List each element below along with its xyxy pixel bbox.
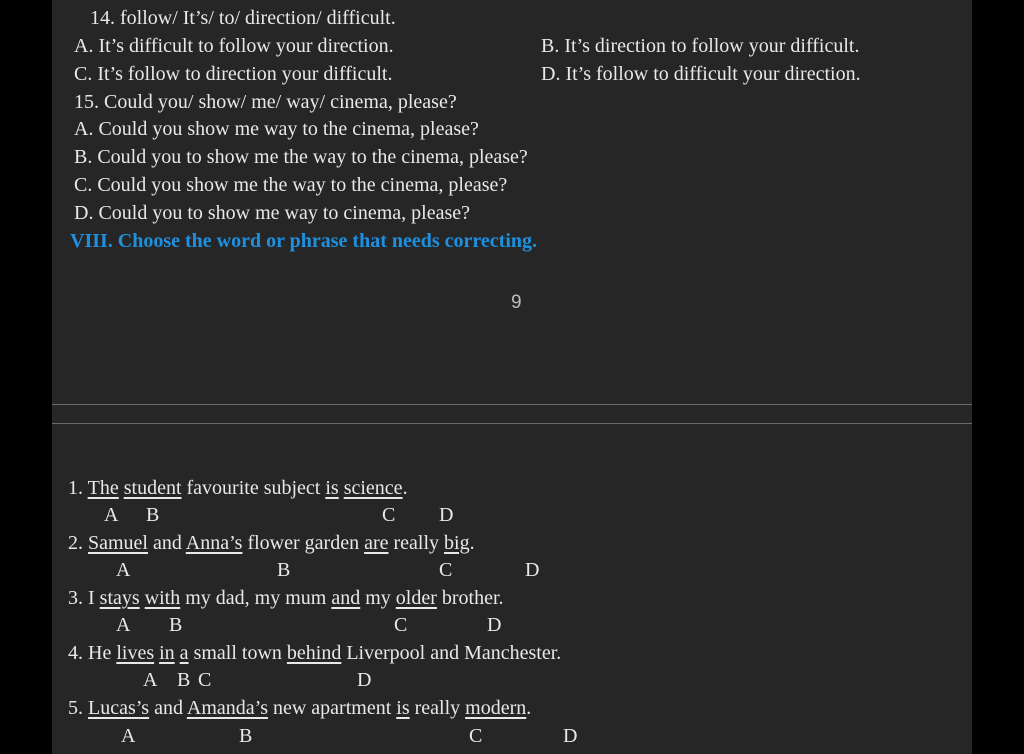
item-4-letter-c: C [198,669,212,691]
underlined-word-a: lives [116,642,155,664]
plain-text: Liverpool and Manchester. [346,642,562,664]
item-4-letter-d: D [357,669,372,691]
underlined-word-b: student [123,477,182,499]
q15-option-b: B. Could you to show me the way to the cinema, please? [74,146,528,168]
underlined-word-d: modern [465,697,527,719]
item-number: 1. [68,477,83,499]
plain-text: flower garden [247,532,360,554]
underlined-word-d: older [395,587,437,609]
plain-text: He [88,642,112,664]
item-3-sentence [68,586,504,610]
item-3-letter-a: A [116,614,131,636]
underlined-word-b: with [144,587,181,609]
item-2-letter-c: C [439,559,453,581]
underlined-word-a: Samuel [88,532,148,554]
underlined-word-c: is [325,477,339,499]
item-4-letter-b: B [177,669,191,691]
plain-text: . [402,477,408,499]
plain-text: . [526,697,532,719]
underlined-word-a: stays [99,587,140,609]
underlined-word-b: Amanda’s [186,697,268,719]
plain-text: really [393,532,440,554]
item-3-letter-d: D [487,614,502,636]
item-3-letter-c: C [394,614,408,636]
plain-text: and [154,697,183,719]
item-3-letter-b: B [169,614,183,636]
q15-option-a: A. Could you show me way to the cinema, please? [74,118,479,140]
item-2-letter-b: B [277,559,291,581]
plain-text: new apartment [272,697,392,719]
underlined-word-a: Lucas’s [88,697,150,719]
item-number: 5. [68,697,83,719]
plain-text: favourite subject [186,477,321,499]
underlined-word-c: is [396,697,410,719]
item-5-letter-d: D [563,725,578,747]
page-break-bottom-rule [52,423,972,424]
underlined-word-d: science [343,477,403,499]
underlined-word-d: behind [286,642,342,664]
q14-option-c: C. It’s follow to direction your difficult. [74,63,393,85]
underlined-word-c: a [179,642,189,664]
underlined-word-c: and [331,587,361,609]
underlined-word-c: are [364,532,389,554]
plain-text: . [469,532,475,554]
plain-text: my dad, my mum [185,587,327,609]
q15-stem: 15. Could you/ show/ me/ way/ cinema, please? [74,91,457,113]
item-4-letter-a: A [143,669,158,691]
item-5-letter-b: B [239,725,253,747]
q15-option-c: C. Could you show me the way to the cinema, please? [74,174,508,196]
item-number: 3. [68,587,83,609]
plain-text: brother. [441,587,504,609]
q14-option-b: B. It’s direction to follow your difficult. [541,35,860,57]
item-number: 2. [68,532,83,554]
item-5-sentence [68,696,531,720]
plain-text: my [365,587,391,609]
item-5-letter-c: C [469,725,483,747]
plain-text: I [88,587,95,609]
q14-stem: 14. follow/ It’s/ to/ direction/ difficult. [90,7,396,29]
item-2-sentence [68,531,475,555]
plain-text: small town [193,642,282,664]
item-1-letter-a: A [104,504,119,526]
item-5-letter-a: A [121,725,136,747]
item-1-letter-d: D [439,504,454,526]
underlined-word-b: Anna’s [185,532,243,554]
item-1-letter-c: C [382,504,396,526]
q14-option-d: D. It’s follow to difficult your direction. [541,63,861,85]
item-number: 4. [68,642,83,664]
page-break-top-rule [52,404,972,405]
item-1-letter-b: B [146,504,160,526]
item-2-letter-a: A [116,559,131,581]
plain-text: and [153,532,182,554]
q14-option-a: A. It’s difficult to follow your direction. [74,35,394,57]
page-number: 9 [511,292,522,313]
underlined-word-d: big [444,532,470,554]
item-4-sentence [68,641,561,665]
q15-option-d: D. Could you to show me way to cinema, please? [74,202,471,224]
item-2-letter-d: D [525,559,540,581]
underlined-word-a: The [87,477,119,499]
item-1-sentence [68,476,408,500]
underlined-word-b: in [159,642,175,664]
plain-text: really [414,697,461,719]
section-heading: VIII. Choose the word or phrase that needs correcting. [70,230,538,252]
